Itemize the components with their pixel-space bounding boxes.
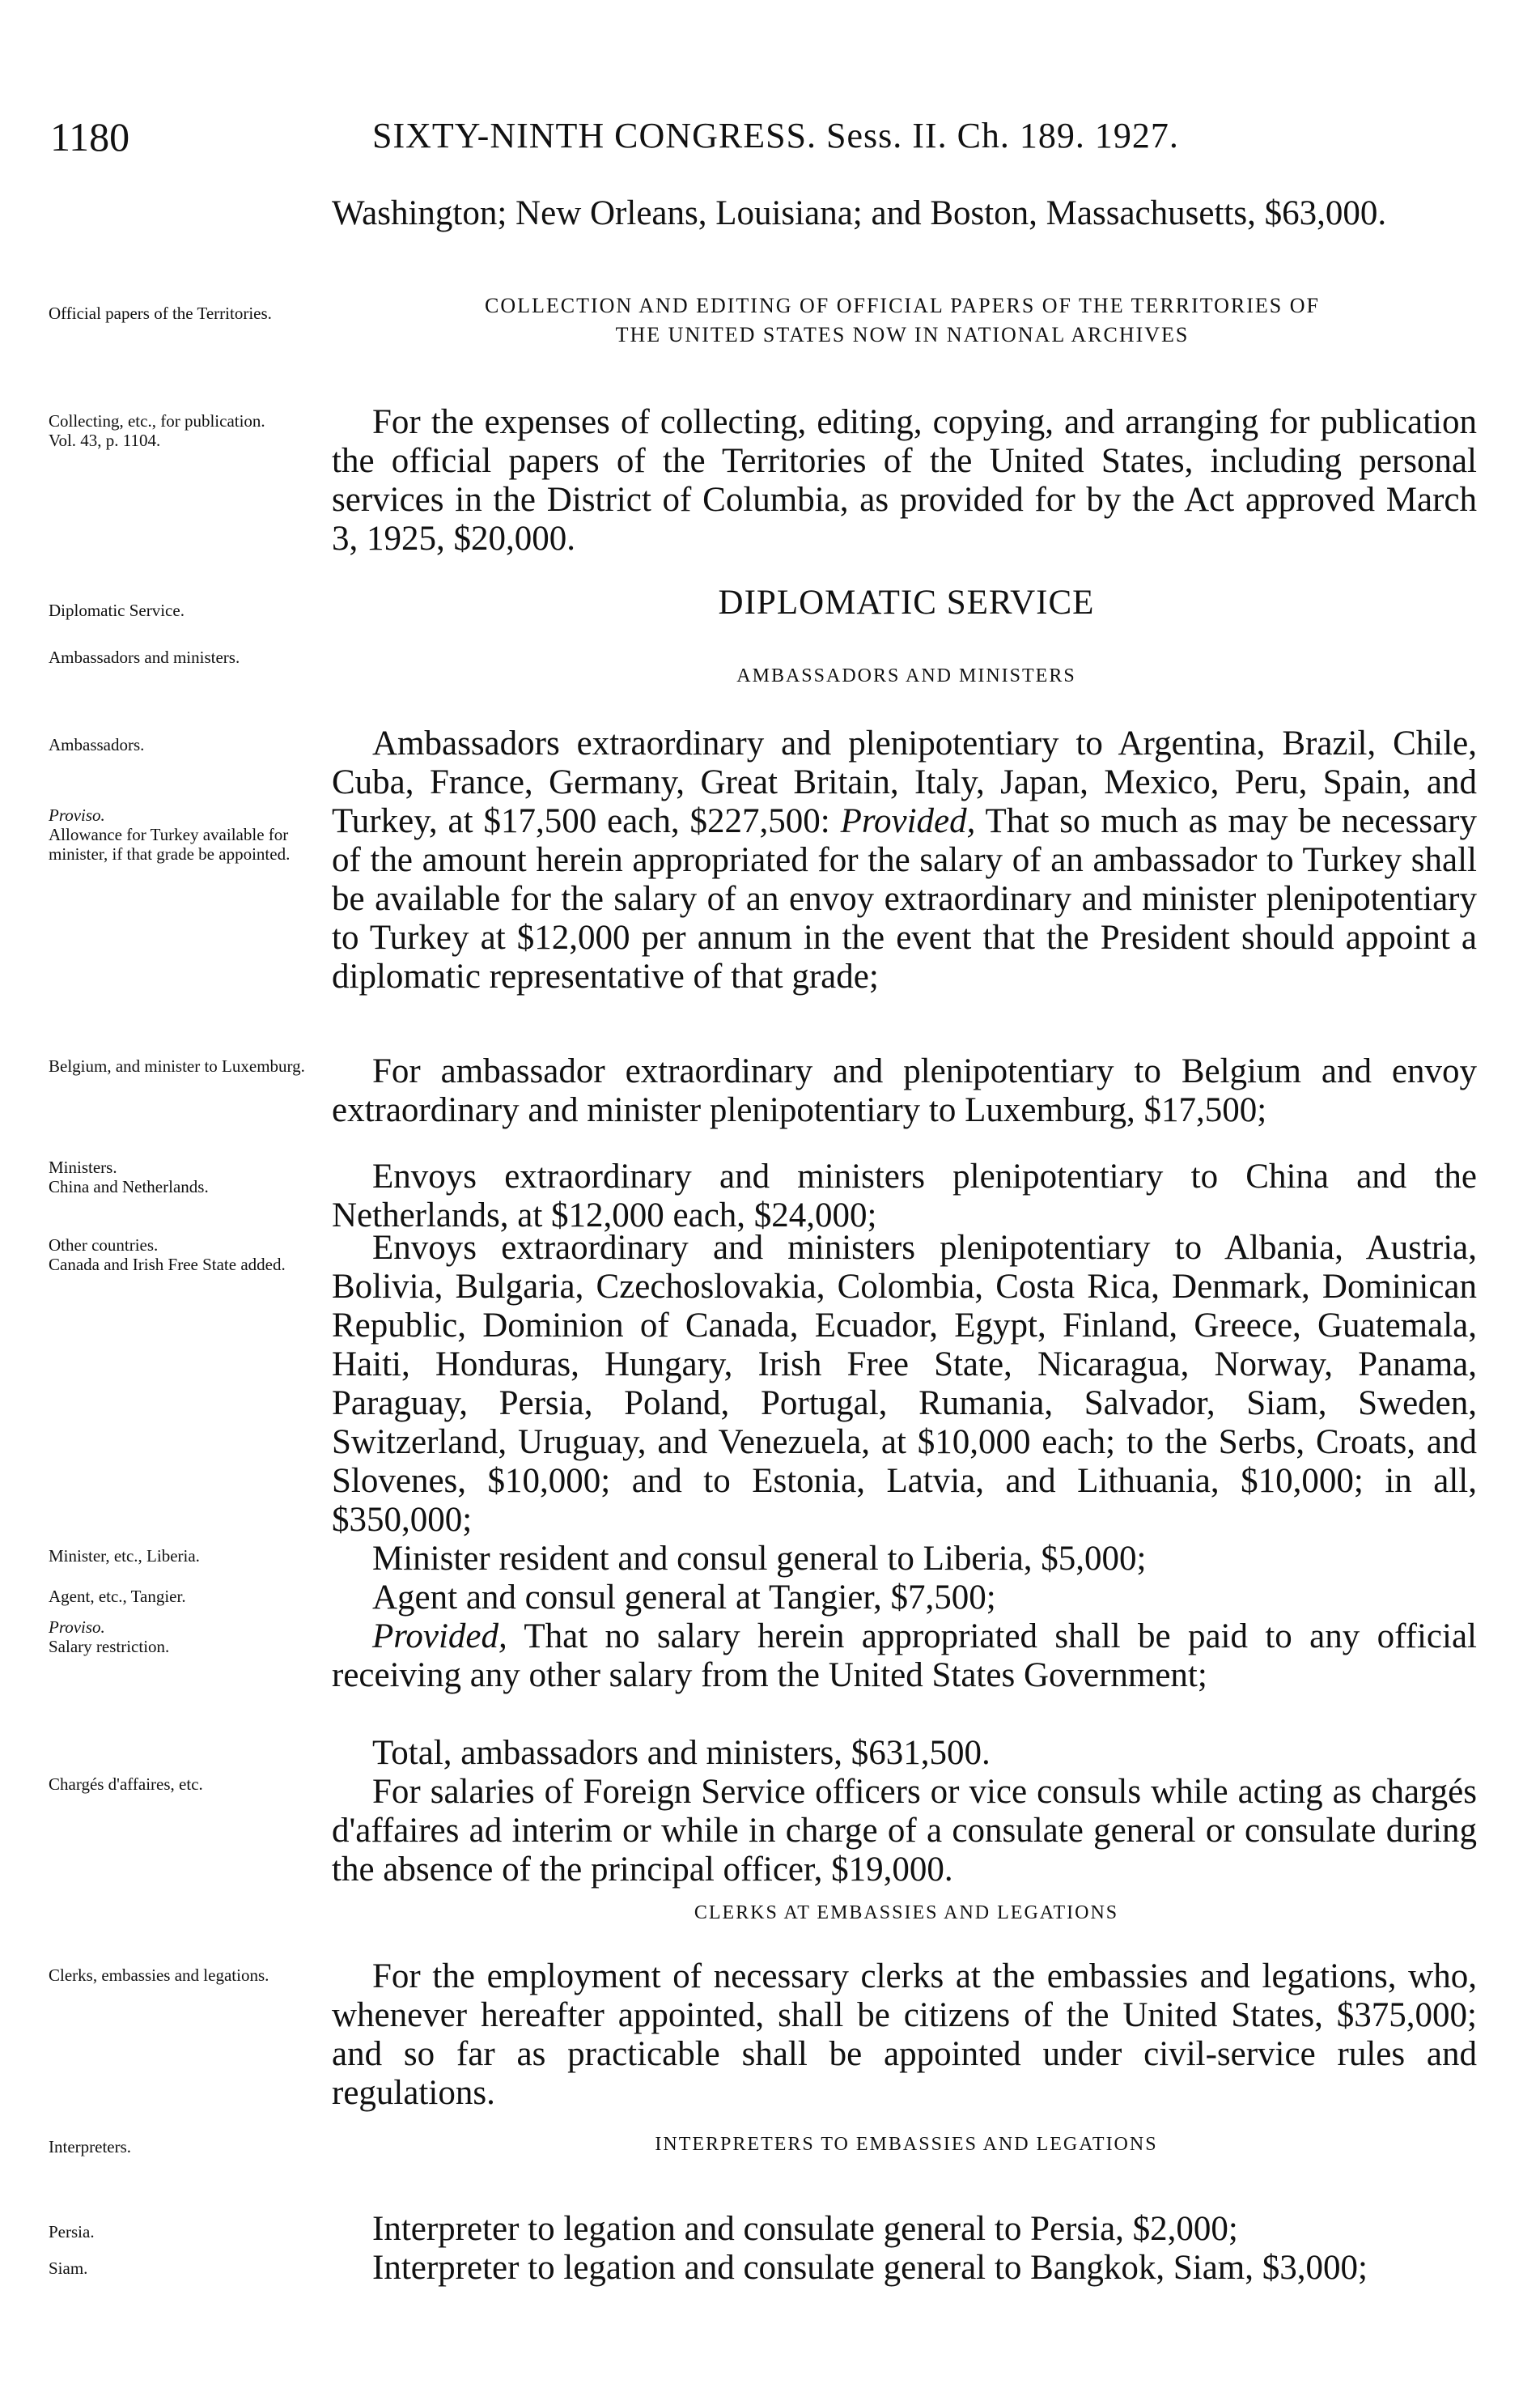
liberia-paragraph: Minister resident and consul general to Liberia, $5,000; [372, 1540, 1147, 1578]
territories-heading [316, 291, 1489, 350]
margin-note-persia: Persia. [49, 2222, 95, 2241]
amb-text-after: That so much as may be necessary of the amount herein appropriated for the salary of an ambassador to Turkey shall be available for the salary of an envoy extraordinary and minister plenipotentiary to Turkey at $12,000 per annum in the event that the President should appoint a diplomatic representative of that grade; [332, 802, 1477, 996]
ambassadors-paragraph [332, 724, 1477, 996]
margin-note-belgium: Belgium, and minister to Luxemburg. [49, 1056, 305, 1076]
continuation-paragraph: Washington; New Orleans, Louisiana; and Boston, Massachusetts, $63,000. [332, 194, 1387, 232]
persia-paragraph: Interpreter to legation and consulate general to Persia, $2,000; [372, 2210, 1238, 2248]
ambassadors-subheading: AMBASSADORS AND MINISTERS [736, 665, 1076, 686]
margin-note-territories: Official papers of the Territories. [49, 304, 272, 323]
margin-note-proviso: Proviso. [49, 805, 105, 825]
margin-note-proviso-salary [49, 1617, 324, 1656]
territories-heading-line1: COLLECTION AND EDITING OF OFFICIAL PAPERS OF THE TERRITORIES OF [485, 294, 1320, 317]
territories-paragraph: For the expenses of collecting, editing, copying, and arranging for publication the official papers of the Territories of the United States, including personal services in the District of Columbia, as provided for by the Act approved March 3, 1925, $20,000. [332, 403, 1477, 558]
running-title: SIXTY-NINTH CONGRESS. Sess. II. Ch. 189. 1927. [372, 116, 1179, 155]
margin-note-collecting-text: Collecting, etc., for publication. [49, 411, 265, 431]
margin-note-collecting [49, 411, 324, 450]
salary-text: That no salary herein appropriated shall be paid to any official receiving any other salary from the United States Government; [332, 1617, 1477, 1694]
margin-note-ambassadors: Ambassadors. [49, 735, 145, 754]
margin-note-proviso-allowance [49, 805, 324, 864]
territories-heading-line2: THE UNITED STATES NOW IN NATIONAL ARCHIVES [615, 323, 1190, 346]
clerks-heading: CLERKS AT EMBASSIES AND LEGATIONS [694, 1902, 1119, 1923]
margin-note-china: China and Netherlands. [49, 1177, 209, 1196]
salary-restriction-paragraph [332, 1617, 1477, 1695]
siam-paragraph: Interpreter to legation and consulate general to Bangkok, Siam, $3,000; [372, 2249, 1368, 2287]
tangier-paragraph: Agent and consul general at Tangier, $7,500; [372, 1579, 996, 1617]
total-ambassadors-line: Total, ambassadors and ministers, $631,500. [372, 1734, 991, 1772]
margin-note-interpreters: Interpreters. [49, 2137, 132, 2156]
margin-note-vol-ref: Vol. 43, p. 1104. [49, 431, 161, 450]
other-countries-paragraph: Envoys extraordinary and ministers plenipotentiary to Albania, Austria, Bolivia, Bulgaria, Czechoslovakia, Colombia, Costa Rica, Denmark, Dominican Republic, Dominion of Canada, Ecuador, Egypt, Finland, Greece, Guatemala, Haiti, Honduras, Hungary, Irish Free State, Nicaragua, Norway, Panama, Paraguay, Persia, Poland, Portugal, Rumania, Salvador, Siam, Sweden, Switzerland, Uruguay, and Venezuela, at $10,000 each; to the Serbs, Croats, and Slovenes, $10,000; and to Estonia, Latvia, and Lithuania, $10,000; in all, $350,000; [332, 1229, 1477, 1539]
margin-note-other: Other countries. [49, 1235, 159, 1255]
margin-note-amb-ministers: Ambassadors and ministers. [49, 648, 240, 667]
amb-provided: Provided, [840, 802, 976, 840]
margin-note-allowance: Allowance for Turkey available for minister, if that grade be appointed. [49, 825, 291, 864]
margin-note-proviso2: Proviso. [49, 1617, 105, 1637]
margin-note-siam: Siam. [49, 2258, 88, 2278]
diplomatic-heading: DIPLOMATIC SERVICE [718, 584, 1095, 622]
margin-note-canada: Canada and Irish Free State added. [49, 1255, 286, 1274]
charges-paragraph: For salaries of Foreign Service officers or vice consuls while acting as chargés d'affaires ad interim or while in charge of a consulate general or consulate during the absence of the principal officer, $19,000. [332, 1773, 1477, 1889]
interpreters-heading: INTERPRETERS TO EMBASSIES AND LEGATIONS [655, 2134, 1158, 2155]
margin-note-diplomatic: Diplomatic Service. [49, 601, 185, 620]
margin-note-salary: Salary restriction. [49, 1637, 170, 1656]
belgium-paragraph: For ambassador extraordinary and plenipotentiary to Belgium and envoy extraordinary and minister plenipotentiary to Luxemburg, $17,500; [332, 1052, 1477, 1129]
margin-note-tangier: Agent, etc., Tangier. [49, 1587, 186, 1606]
margin-note-ministers-china [49, 1158, 324, 1196]
clerks-paragraph: For the employment of necessary clerks at the embassies and legations, who, whenever hereafter appointed, shall be citizens of the United States, $375,000; and so far as practicable shall be appointed under civil-service rules and regulations. [332, 1957, 1477, 2112]
margin-note-other-canada [49, 1235, 324, 1274]
china-paragraph: Envoys extraordinary and ministers plenipotentiary to China and the Netherlands, at $12,000 each, $24,000; [332, 1158, 1477, 1234]
margin-note-charges: Chargés d'affaires, etc. [49, 1774, 203, 1794]
amb-text-before: Ambassadors extraordinary and plenipotentiary to Argentina, Brazil, Chile, Cuba, France, Germany, Great Britain, Italy, Japan, Mexico, Peru, Spain, and Turkey, at $17,500 each, $227,500: [332, 724, 1477, 840]
margin-note-liberia: Minister, etc., Liberia. [49, 1546, 200, 1566]
page-number: 1180 [50, 114, 130, 159]
margin-note-ministers: Ministers. [49, 1158, 117, 1177]
margin-note-clerks: Clerks, embassies and legations. [49, 1965, 269, 1985]
salary-provided: Provided, [372, 1617, 507, 1655]
